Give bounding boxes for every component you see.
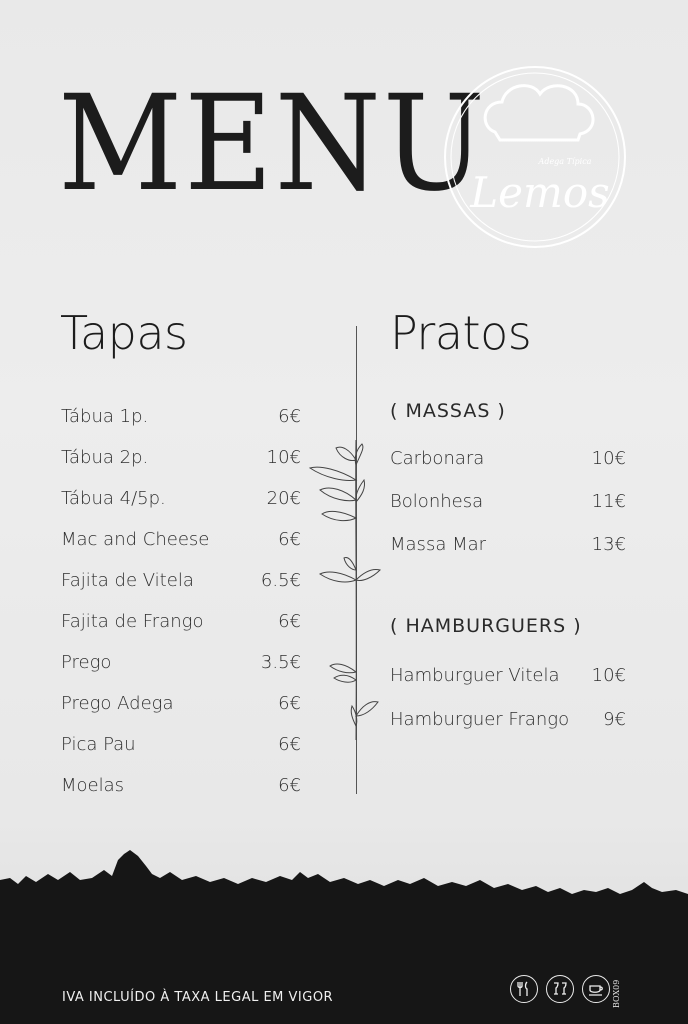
hamburguers-heading: ( HAMBURGUERS ) [390,615,582,637]
item-price: 11€ [591,491,626,512]
tapas-title: Tapas [60,306,188,360]
item-price: 3.5€ [260,652,301,673]
pratos-title: Pratos [390,306,532,360]
item-name: Hamburguer Vitela [390,665,560,686]
item-price: 6€ [278,529,301,550]
hamburguers-list [390,665,626,745]
footer-icons [510,975,610,1003]
wine-glasses-icon [546,975,574,1003]
item-name: Carbonara [390,448,485,469]
list-item [390,448,626,469]
cutlery-icon [510,975,538,1003]
list-item [61,447,301,468]
item-price: 10€ [266,447,301,468]
item-name: Tábua 4/5p. [61,488,166,509]
list-item [390,709,626,730]
item-price: 6€ [278,693,301,714]
item-price: 6€ [278,775,301,796]
item-name: Hamburguer Frango [390,709,570,730]
item-price: 10€ [591,448,626,469]
item-price: 6€ [278,611,301,632]
list-item [61,734,301,755]
restaurant-logo [440,62,630,252]
list-item [390,534,626,555]
item-price: 6€ [278,734,301,755]
list-item [390,665,626,686]
item-name: Massa Mar [390,534,487,555]
item-price: 10€ [591,665,626,686]
item-price: 6€ [278,406,301,427]
list-item [61,775,301,796]
item-name: Fajita de Frango [61,611,204,632]
item-price: 9€ [603,709,626,730]
list-item [61,611,301,632]
item-name: Tábua 2p. [61,447,149,468]
item-price: 20€ [266,488,301,509]
chef-hat-icon [485,86,593,140]
item-name: Bolonhesa [390,491,484,512]
leaf-branch-icon [300,440,390,740]
item-name: Prego [61,652,112,673]
list-item [390,491,626,512]
tapas-list [61,406,301,806]
massas-heading: ( MASSAS ) [390,400,506,422]
list-item [61,570,301,591]
item-name: Moelas [61,775,125,796]
item-name: Mac and Cheese [61,529,210,550]
item-price: 13€ [591,534,626,555]
logo-small-text: Adega Típica [538,157,592,166]
coffee-cup-icon [582,975,610,1003]
tax-note: IVA INCLUÍDO À TAXA LEGAL EM VIGOR [62,990,334,1005]
logo-script-name: Lemos [470,168,610,217]
item-name: Tábua 1p. [61,406,149,427]
item-name: Pica Pau [61,734,136,755]
item-price: 6.5€ [260,570,301,591]
list-item [61,652,301,673]
menu-title: MENU [58,67,487,221]
list-item [61,488,301,509]
item-name: Prego Adega [61,693,174,714]
list-item [61,529,301,550]
list-item [61,693,301,714]
list-item [61,406,301,427]
box-code: BOX09 [612,979,621,1008]
item-name: Fajita de Vitela [61,570,194,591]
